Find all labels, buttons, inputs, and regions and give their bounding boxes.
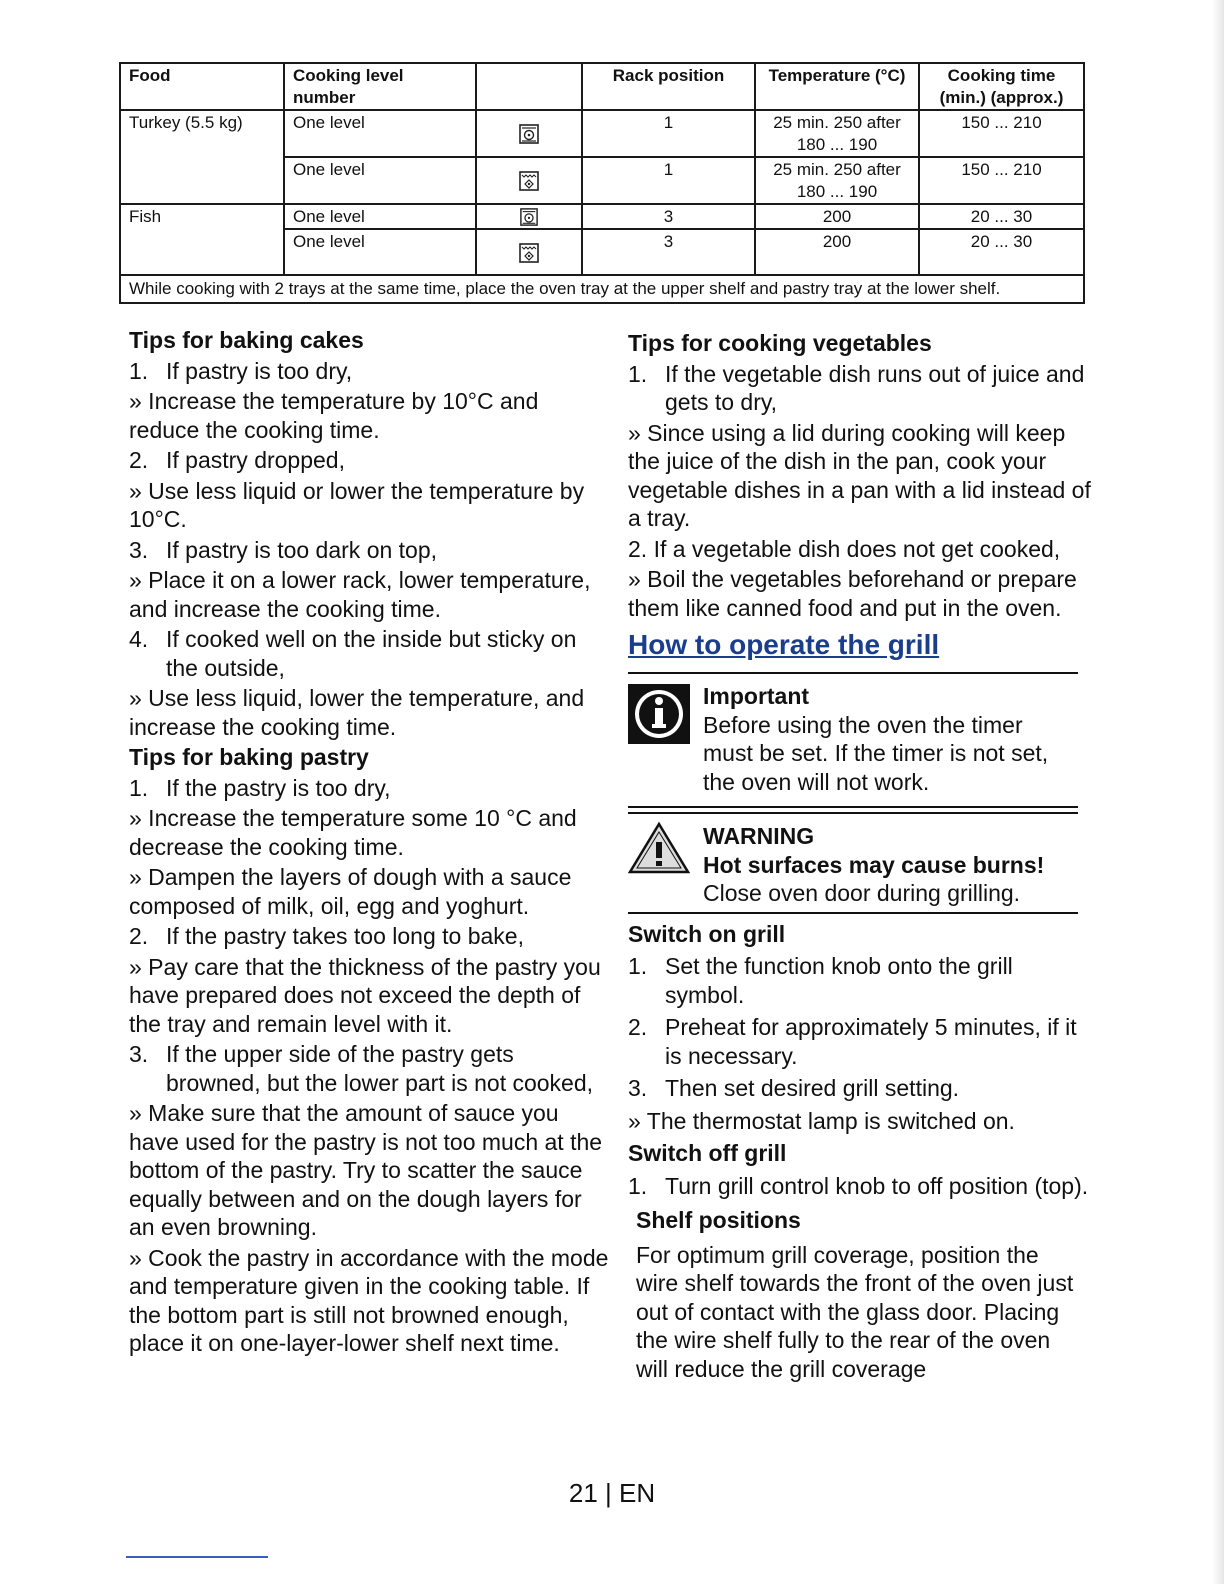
list-item: 1. If pastry is too dry, [129, 357, 353, 384]
fan-heating-icon [476, 110, 582, 157]
warning-box [628, 814, 1078, 908]
tip-text: » Use less liquid, lower the temperature, and increase the cooking time. [129, 685, 585, 740]
header-food: Food [120, 63, 284, 110]
cell-temp: 200 [755, 204, 919, 229]
divider [628, 806, 1078, 814]
tip-text: » Use less liquid or lower the temperature by 10°C. [129, 477, 585, 532]
cell-food [120, 229, 284, 275]
table-note: While cooking with 2 trays at the same time, place the oven tray at the upper shelf and pastry tray at the lower shelf. [120, 275, 1084, 303]
table-header-row [120, 63, 1084, 110]
link-underline [126, 1556, 268, 1558]
divider [628, 912, 1078, 914]
list-item: 2. If pastry dropped, [129, 447, 345, 473]
fan-heating-icon [476, 204, 582, 229]
switch-on-title: Switch on grill [628, 920, 786, 947]
tip-text: » Make sure that the amount of sauce you have used for the pastry is not too much at the bottom of the pastry. Try to scatter the sauce equally between and on the dough layers for an even browning. [129, 1100, 603, 1240]
list-item: 4. If cooked well on the inside but sticky on the outside, [129, 626, 577, 681]
tip-text: » Dampen the layers of dough with a sauce composed of milk, oil, egg and yoghurt. [129, 864, 572, 919]
header-cooking-level: Cooking level number [284, 63, 476, 110]
cell-level: One level [284, 229, 476, 275]
cell-food: Turkey (5.5 kg) [120, 110, 284, 157]
cell-time: 20 ... 30 [919, 229, 1084, 275]
header-cooking-time: Cooking time (min.) (approx.) [919, 63, 1084, 110]
list-item: 2. Preheat for approximately 5 minutes, if it is necessary. [628, 1014, 1077, 1069]
switch-off-title: Switch off grill [628, 1140, 787, 1166]
cell-food: Fish [120, 204, 284, 229]
tip-text: » Cook the pastry in accordance with the mode and temperature given in the cooking table. If the bottom part is still not browned enough, place it on one-layer-lower shelf next time. [129, 1244, 609, 1356]
header-rack: Rack position [582, 63, 755, 110]
warning-icon [628, 814, 703, 908]
grill-section-title: How to operate the grill [628, 629, 940, 660]
important-title: Important [703, 683, 810, 709]
pastry-title: Tips for baking pastry [129, 744, 369, 770]
list-item: 1. Turn grill control knob to off position (top). [628, 1172, 1089, 1199]
header-temperature: Temperature (°C) [755, 63, 919, 110]
grill-fan-icon [476, 229, 582, 275]
cell-rack: 3 [582, 229, 755, 275]
list-item: 1. Set the function knob onto the grill symbol. [628, 953, 1013, 1008]
left-column [129, 326, 609, 1358]
page-edge [1212, 0, 1224, 1584]
cell-temp: 25 min. 250 after 180 ... 190 [755, 157, 919, 204]
table-row [120, 110, 1084, 157]
tip-text: » The thermostat lamp is switched on. [628, 1107, 1015, 1134]
warning-title: WARNING [703, 823, 815, 849]
cell-level: One level [284, 204, 476, 229]
table-note-row [120, 275, 1084, 303]
cell-rack: 3 [582, 204, 755, 229]
cell-time: 20 ... 30 [919, 204, 1084, 229]
table-row [120, 157, 1084, 204]
cell-rack: 1 [582, 110, 755, 157]
cell-food [120, 157, 284, 204]
list-item: 3. If pastry is too dark on top, [129, 536, 438, 563]
tip-text: » Place it on a lower rack, lower temperature, and increase the cooking time. [129, 567, 591, 622]
cell-temp: 200 [755, 229, 919, 275]
list-item: 3. If the upper side of the pastry gets browned, but the lower part is not cooked, [129, 1041, 594, 1096]
table-row [120, 204, 1084, 229]
cooking-table [119, 62, 1085, 304]
shelf-positions-text: For optimum grill coverage, position the wire shelf towards the front of the oven just out of contact with the glass door. Placing the wire shelf fully to the rear of the oven will reduce the grill coverage [636, 1241, 1074, 1382]
tip-text: » Pay care that the thickness of the pastry you have prepared does not exceed the depth of the tray and remain level with it. [129, 953, 601, 1037]
cell-level: One level [284, 157, 476, 204]
list-item: 2. If the pastry takes too long to bake, [129, 923, 524, 949]
cakes-title: Tips for baking cakes [129, 327, 364, 353]
list-item: 1. If the pastry is too dry, [129, 774, 391, 801]
tip-text: 2. If a vegetable dish does not get cooked, [628, 535, 1061, 562]
cell-level: One level [284, 110, 476, 157]
right-column [628, 329, 1098, 1383]
cell-rack: 1 [582, 157, 755, 204]
warning-bold-text: Hot surfaces may cause burns! [703, 851, 1045, 878]
cell-time: 150 ... 210 [919, 110, 1084, 157]
list-item: 1. If the vegetable dish runs out of juice and gets to dry, [628, 360, 1085, 415]
tip-text: » Boil the vegetables beforehand or prepare them like canned food and put in the oven. [628, 566, 1077, 621]
cell-time: 150 ... 210 [919, 157, 1084, 204]
shelf-positions-title: Shelf positions [636, 1207, 801, 1233]
important-box [628, 672, 1078, 796]
tip-text: » Since using a lid during cooking will keep the juice of the dish in the pan, cook your vegetable dishes in a pan with a lid instead of a tray. [628, 419, 1091, 531]
cell-temp: 25 min. 250 after 180 ... 190 [755, 110, 919, 157]
table-row [120, 229, 1084, 275]
header-mode [476, 63, 582, 110]
list-item: 3. Then set desired grill setting. [628, 1075, 960, 1101]
page-number: 21 | EN [568, 1478, 656, 1508]
vegetables-title: Tips for cooking vegetables [628, 330, 932, 356]
grill-fan-icon [476, 157, 582, 204]
tip-text: » Increase the temperature some 10 °C and decrease the cooking time. [129, 805, 577, 860]
warning-text: Close oven door during grilling. [703, 880, 1021, 906]
info-icon [628, 674, 703, 796]
important-text: Before using the oven the timer must be set. If the timer is not set, the oven will not work. [703, 711, 1049, 795]
tip-text: » Increase the temperature by 10°C and reduce the cooking time. [129, 388, 539, 443]
